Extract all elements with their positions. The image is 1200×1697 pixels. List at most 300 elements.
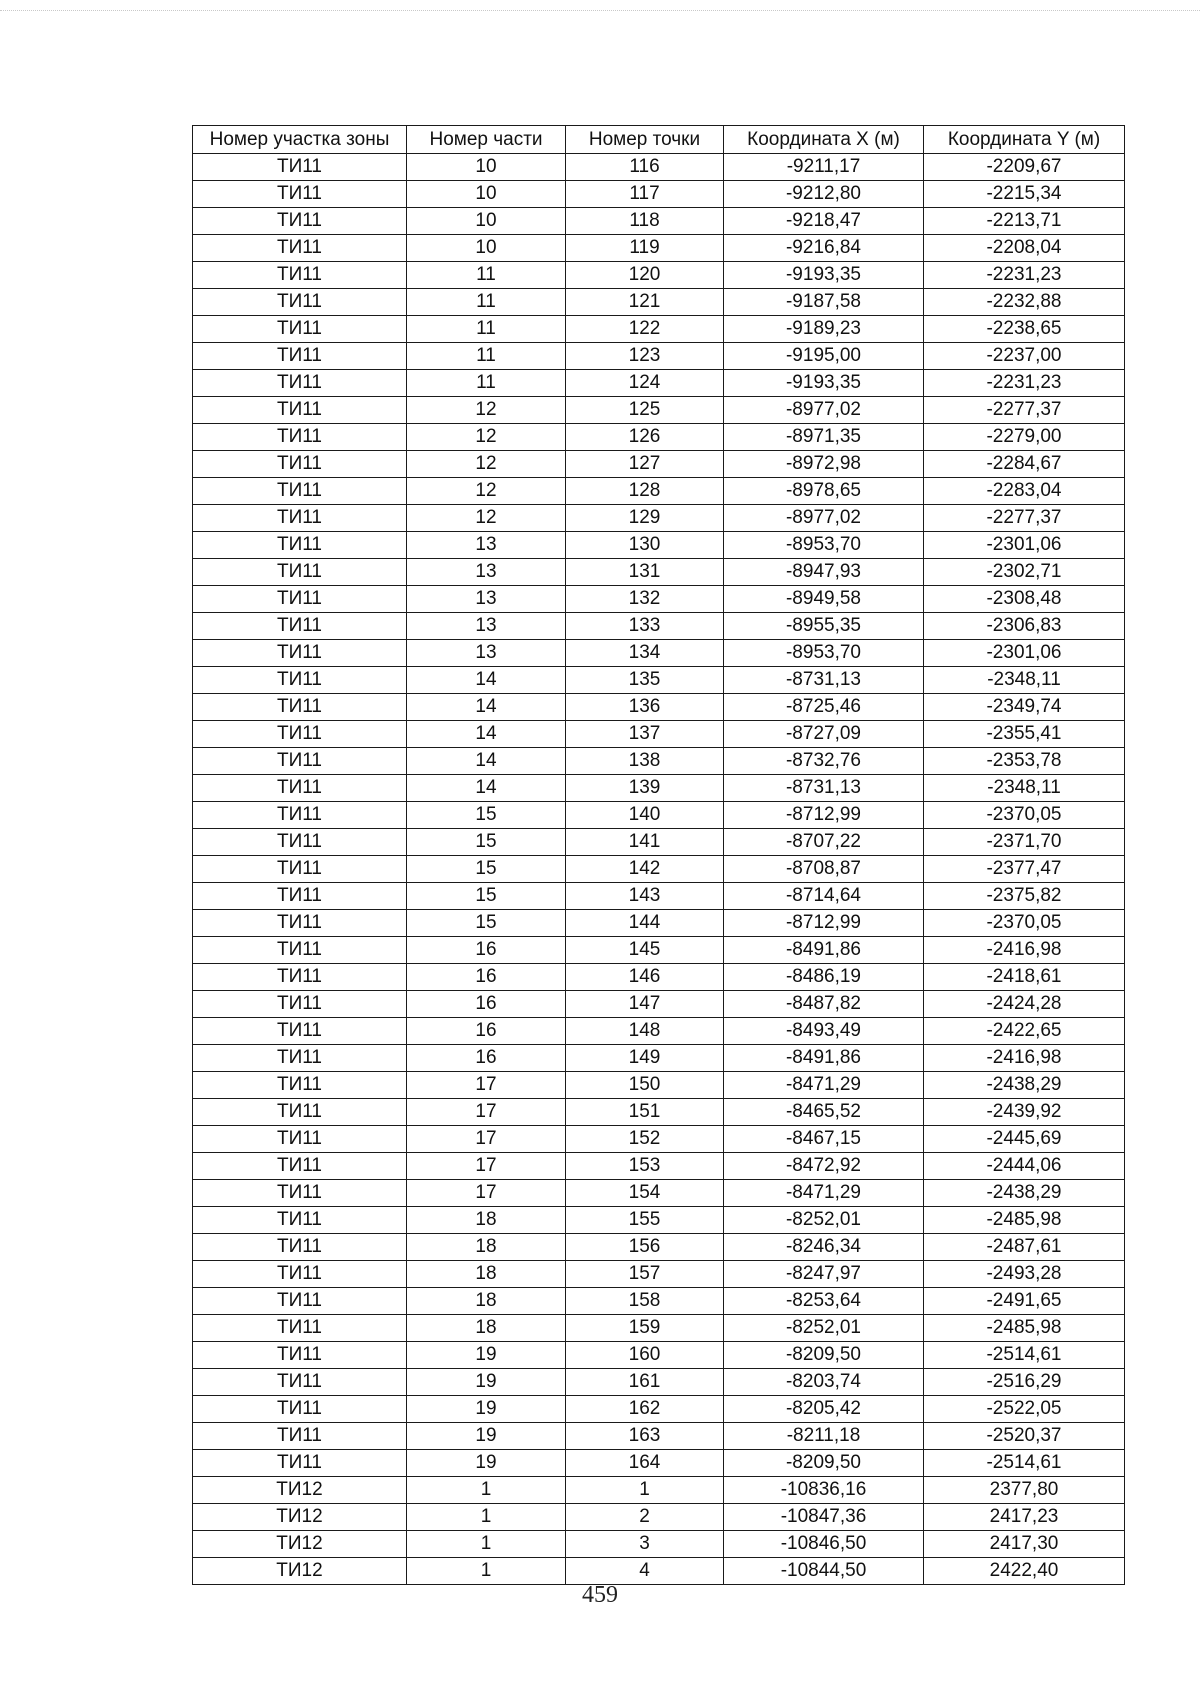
coordinate-x-cell: -9189,23 bbox=[724, 316, 924, 343]
point-number-cell: 151 bbox=[566, 1099, 724, 1126]
point-number-cell: 123 bbox=[566, 343, 724, 370]
coordinate-y-cell: -2516,29 bbox=[924, 1369, 1125, 1396]
coordinate-y-cell: -2213,71 bbox=[924, 208, 1125, 235]
part-number-cell: 1 bbox=[407, 1477, 566, 1504]
table-row bbox=[193, 1288, 1125, 1315]
part-number-cell: 15 bbox=[407, 856, 566, 883]
coordinate-x-cell: -8472,92 bbox=[724, 1153, 924, 1180]
point-number-cell: 130 bbox=[566, 532, 724, 559]
point-number-cell: 153 bbox=[566, 1153, 724, 1180]
zone-section-cell: ТИ11 bbox=[193, 208, 407, 235]
zone-section-cell: ТИ11 bbox=[193, 262, 407, 289]
point-number-cell: 163 bbox=[566, 1423, 724, 1450]
point-number-cell: 126 bbox=[566, 424, 724, 451]
part-number-cell: 1 bbox=[407, 1558, 566, 1585]
zone-section-cell: ТИ11 bbox=[193, 289, 407, 316]
coordinate-y-cell: -2371,70 bbox=[924, 829, 1125, 856]
part-number-cell: 16 bbox=[407, 1045, 566, 1072]
table-row bbox=[193, 262, 1125, 289]
coordinate-y-cell: 2377,80 bbox=[924, 1477, 1125, 1504]
table-header-row bbox=[193, 126, 1125, 154]
zone-section-cell: ТИ11 bbox=[193, 343, 407, 370]
coordinate-y-cell: -2520,37 bbox=[924, 1423, 1125, 1450]
table-row bbox=[193, 370, 1125, 397]
point-number-cell: 133 bbox=[566, 613, 724, 640]
zone-section-cell: ТИ11 bbox=[193, 856, 407, 883]
point-number-cell: 159 bbox=[566, 1315, 724, 1342]
coordinate-y-cell: -2485,98 bbox=[924, 1315, 1125, 1342]
part-number-cell: 18 bbox=[407, 1234, 566, 1261]
coordinate-x-cell: -8712,99 bbox=[724, 802, 924, 829]
point-number-cell: 145 bbox=[566, 937, 724, 964]
point-number-cell: 149 bbox=[566, 1045, 724, 1072]
coordinate-y-cell: -2445,69 bbox=[924, 1126, 1125, 1153]
coordinate-x-cell: -8725,46 bbox=[724, 694, 924, 721]
coordinate-y-cell: -2283,04 bbox=[924, 478, 1125, 505]
part-number-cell: 11 bbox=[407, 370, 566, 397]
part-number-cell: 16 bbox=[407, 1018, 566, 1045]
table-row bbox=[193, 856, 1125, 883]
coordinate-x-cell: -9195,00 bbox=[724, 343, 924, 370]
part-number-cell: 19 bbox=[407, 1396, 566, 1423]
part-number-cell: 19 bbox=[407, 1423, 566, 1450]
part-number-cell: 10 bbox=[407, 208, 566, 235]
zone-section-cell: ТИ12 bbox=[193, 1504, 407, 1531]
point-number-cell: 117 bbox=[566, 181, 724, 208]
table-row bbox=[193, 721, 1125, 748]
coordinate-y-cell: -2306,83 bbox=[924, 613, 1125, 640]
table-row bbox=[193, 883, 1125, 910]
coordinate-x-cell: -9193,35 bbox=[724, 370, 924, 397]
coordinate-y-cell: -2302,71 bbox=[924, 559, 1125, 586]
coordinate-x-cell: -8205,42 bbox=[724, 1396, 924, 1423]
coordinate-y-cell: 2417,30 bbox=[924, 1531, 1125, 1558]
zone-section-cell: ТИ11 bbox=[193, 505, 407, 532]
point-number-cell: 131 bbox=[566, 559, 724, 586]
point-number-cell: 142 bbox=[566, 856, 724, 883]
point-number-cell: 154 bbox=[566, 1180, 724, 1207]
coordinate-y-cell: -2439,92 bbox=[924, 1099, 1125, 1126]
coordinate-x-cell: -9216,84 bbox=[724, 235, 924, 262]
table-row bbox=[193, 802, 1125, 829]
table-row bbox=[193, 532, 1125, 559]
point-number-cell: 152 bbox=[566, 1126, 724, 1153]
coordinate-x-cell: -8471,29 bbox=[724, 1180, 924, 1207]
scan-top-edge bbox=[0, 10, 1200, 11]
coordinate-y-cell: -2514,61 bbox=[924, 1342, 1125, 1369]
coordinate-x-cell: -9193,35 bbox=[724, 262, 924, 289]
point-number-cell: 148 bbox=[566, 1018, 724, 1045]
part-number-cell: 13 bbox=[407, 532, 566, 559]
coordinate-x-cell: -8977,02 bbox=[724, 505, 924, 532]
coordinate-x-cell: -8731,13 bbox=[724, 667, 924, 694]
zone-section-cell: ТИ11 bbox=[193, 775, 407, 802]
table-row bbox=[193, 478, 1125, 505]
coordinate-y-cell: -2424,28 bbox=[924, 991, 1125, 1018]
zone-section-cell: ТИ11 bbox=[193, 937, 407, 964]
coordinate-x-cell: -8467,15 bbox=[724, 1126, 924, 1153]
zone-section-cell: ТИ11 bbox=[193, 532, 407, 559]
part-number-cell: 16 bbox=[407, 937, 566, 964]
coordinate-x-cell: -8211,18 bbox=[724, 1423, 924, 1450]
part-number-cell: 17 bbox=[407, 1153, 566, 1180]
point-number-cell: 146 bbox=[566, 964, 724, 991]
table-row bbox=[193, 289, 1125, 316]
table-row bbox=[193, 1153, 1125, 1180]
zone-section-cell: ТИ11 bbox=[193, 397, 407, 424]
coordinate-y-cell: -2284,67 bbox=[924, 451, 1125, 478]
table-row bbox=[193, 748, 1125, 775]
zone-section-cell: ТИ11 bbox=[193, 1072, 407, 1099]
coordinate-x-cell: -10836,16 bbox=[724, 1477, 924, 1504]
part-number-cell: 17 bbox=[407, 1099, 566, 1126]
zone-section-cell: ТИ11 bbox=[193, 1234, 407, 1261]
coordinates-table bbox=[192, 125, 1125, 1585]
part-number-cell: 14 bbox=[407, 667, 566, 694]
point-number-cell: 137 bbox=[566, 721, 724, 748]
table-row bbox=[193, 1504, 1125, 1531]
coordinate-y-cell: -2485,98 bbox=[924, 1207, 1125, 1234]
zone-section-cell: ТИ11 bbox=[193, 559, 407, 586]
coordinate-y-cell: -2277,37 bbox=[924, 505, 1125, 532]
point-number-cell: 155 bbox=[566, 1207, 724, 1234]
table-row bbox=[193, 505, 1125, 532]
point-number-cell: 127 bbox=[566, 451, 724, 478]
coordinate-y-cell: -2301,06 bbox=[924, 640, 1125, 667]
zone-section-cell: ТИ11 bbox=[193, 1450, 407, 1477]
table-row bbox=[193, 910, 1125, 937]
zone-section-cell: ТИ11 bbox=[193, 1396, 407, 1423]
part-number-cell: 17 bbox=[407, 1072, 566, 1099]
coordinate-y-cell: -2487,61 bbox=[924, 1234, 1125, 1261]
coordinate-y-cell: -2370,05 bbox=[924, 802, 1125, 829]
point-number-cell: 125 bbox=[566, 397, 724, 424]
point-number-cell: 3 bbox=[566, 1531, 724, 1558]
part-number-cell: 10 bbox=[407, 235, 566, 262]
column-header-point-number: Номер точки bbox=[566, 126, 724, 154]
part-number-cell: 17 bbox=[407, 1180, 566, 1207]
coordinate-x-cell: -8732,76 bbox=[724, 748, 924, 775]
column-header-zone-section: Номер участка зоны bbox=[193, 126, 407, 154]
point-number-cell: 132 bbox=[566, 586, 724, 613]
part-number-cell: 18 bbox=[407, 1288, 566, 1315]
part-number-cell: 10 bbox=[407, 154, 566, 181]
zone-section-cell: ТИ11 bbox=[193, 910, 407, 937]
zone-section-cell: ТИ11 bbox=[193, 1288, 407, 1315]
table-row bbox=[193, 613, 1125, 640]
table-row bbox=[193, 154, 1125, 181]
table-row bbox=[193, 1423, 1125, 1450]
zone-section-cell: ТИ11 bbox=[193, 181, 407, 208]
coordinate-x-cell: -8253,64 bbox=[724, 1288, 924, 1315]
table-row bbox=[193, 1261, 1125, 1288]
coordinate-y-cell: -2416,98 bbox=[924, 937, 1125, 964]
point-number-cell: 160 bbox=[566, 1342, 724, 1369]
point-number-cell: 118 bbox=[566, 208, 724, 235]
zone-section-cell: ТИ11 bbox=[193, 748, 407, 775]
part-number-cell: 15 bbox=[407, 883, 566, 910]
coordinate-x-cell: -8487,82 bbox=[724, 991, 924, 1018]
point-number-cell: 157 bbox=[566, 1261, 724, 1288]
coordinate-y-cell: -2349,74 bbox=[924, 694, 1125, 721]
coordinate-x-cell: -8486,19 bbox=[724, 964, 924, 991]
point-number-cell: 164 bbox=[566, 1450, 724, 1477]
coordinate-x-cell: -8977,02 bbox=[724, 397, 924, 424]
zone-section-cell: ТИ11 bbox=[193, 451, 407, 478]
point-number-cell: 129 bbox=[566, 505, 724, 532]
part-number-cell: 14 bbox=[407, 721, 566, 748]
part-number-cell: 12 bbox=[407, 397, 566, 424]
table-row bbox=[193, 1234, 1125, 1261]
table-row bbox=[193, 1045, 1125, 1072]
part-number-cell: 13 bbox=[407, 559, 566, 586]
table-row bbox=[193, 1558, 1125, 1585]
table-row bbox=[193, 1450, 1125, 1477]
zone-section-cell: ТИ11 bbox=[193, 235, 407, 262]
part-number-cell: 14 bbox=[407, 694, 566, 721]
coordinate-y-cell: -2355,41 bbox=[924, 721, 1125, 748]
part-number-cell: 14 bbox=[407, 748, 566, 775]
point-number-cell: 2 bbox=[566, 1504, 724, 1531]
coordinate-x-cell: -9212,80 bbox=[724, 181, 924, 208]
table-row bbox=[193, 235, 1125, 262]
coordinate-x-cell: -8203,74 bbox=[724, 1369, 924, 1396]
coordinate-x-cell: -10846,50 bbox=[724, 1531, 924, 1558]
part-number-cell: 1 bbox=[407, 1531, 566, 1558]
coordinate-y-cell: -2277,37 bbox=[924, 397, 1125, 424]
coordinate-x-cell: -8209,50 bbox=[724, 1342, 924, 1369]
table-row bbox=[193, 1315, 1125, 1342]
part-number-cell: 11 bbox=[407, 343, 566, 370]
coordinate-y-cell: -2232,88 bbox=[924, 289, 1125, 316]
table-row bbox=[193, 937, 1125, 964]
coordinate-y-cell: -2491,65 bbox=[924, 1288, 1125, 1315]
table-row bbox=[193, 775, 1125, 802]
coordinate-y-cell: -2301,06 bbox=[924, 532, 1125, 559]
zone-section-cell: ТИ11 bbox=[193, 613, 407, 640]
coordinate-x-cell: -8708,87 bbox=[724, 856, 924, 883]
part-number-cell: 18 bbox=[407, 1261, 566, 1288]
table-row bbox=[193, 397, 1125, 424]
point-number-cell: 120 bbox=[566, 262, 724, 289]
coordinate-y-cell: -2438,29 bbox=[924, 1180, 1125, 1207]
coordinate-x-cell: -8209,50 bbox=[724, 1450, 924, 1477]
coordinate-x-cell: -8712,99 bbox=[724, 910, 924, 937]
point-number-cell: 136 bbox=[566, 694, 724, 721]
page-number: 459 bbox=[582, 1582, 618, 1608]
point-number-cell: 162 bbox=[566, 1396, 724, 1423]
table-row bbox=[193, 1396, 1125, 1423]
coordinate-y-cell: -2215,34 bbox=[924, 181, 1125, 208]
coordinate-y-cell: -2308,48 bbox=[924, 586, 1125, 613]
zone-section-cell: ТИ11 bbox=[193, 640, 407, 667]
zone-section-cell: ТИ11 bbox=[193, 316, 407, 343]
part-number-cell: 10 bbox=[407, 181, 566, 208]
table-row bbox=[193, 181, 1125, 208]
table-row bbox=[193, 1018, 1125, 1045]
zone-section-cell: ТИ11 bbox=[193, 1126, 407, 1153]
zone-section-cell: ТИ11 bbox=[193, 1342, 407, 1369]
coordinate-y-cell: 2422,40 bbox=[924, 1558, 1125, 1585]
point-number-cell: 141 bbox=[566, 829, 724, 856]
coordinate-x-cell: -10844,50 bbox=[724, 1558, 924, 1585]
zone-section-cell: ТИ11 bbox=[193, 667, 407, 694]
part-number-cell: 19 bbox=[407, 1450, 566, 1477]
point-number-cell: 116 bbox=[566, 154, 724, 181]
coordinate-y-cell: -2438,29 bbox=[924, 1072, 1125, 1099]
table-row bbox=[193, 208, 1125, 235]
point-number-cell: 135 bbox=[566, 667, 724, 694]
coordinate-y-cell: -2377,47 bbox=[924, 856, 1125, 883]
coordinate-y-cell: -2514,61 bbox=[924, 1450, 1125, 1477]
coordinate-x-cell: -8491,86 bbox=[724, 937, 924, 964]
part-number-cell: 17 bbox=[407, 1126, 566, 1153]
part-number-cell: 19 bbox=[407, 1369, 566, 1396]
table-row bbox=[193, 1342, 1125, 1369]
coordinate-y-cell: -2348,11 bbox=[924, 775, 1125, 802]
part-number-cell: 13 bbox=[407, 640, 566, 667]
coordinate-x-cell: -9187,58 bbox=[724, 289, 924, 316]
coordinate-y-cell: -2522,05 bbox=[924, 1396, 1125, 1423]
zone-section-cell: ТИ11 bbox=[193, 1315, 407, 1342]
zone-section-cell: ТИ11 bbox=[193, 424, 407, 451]
point-number-cell: 150 bbox=[566, 1072, 724, 1099]
coordinate-x-cell: -8947,93 bbox=[724, 559, 924, 586]
part-number-cell: 12 bbox=[407, 424, 566, 451]
coordinate-x-cell: -8252,01 bbox=[724, 1207, 924, 1234]
part-number-cell: 11 bbox=[407, 289, 566, 316]
coordinate-y-cell: -2370,05 bbox=[924, 910, 1125, 937]
coordinate-x-cell: -8949,58 bbox=[724, 586, 924, 613]
zone-section-cell: ТИ11 bbox=[193, 1018, 407, 1045]
coordinate-x-cell: -9218,47 bbox=[724, 208, 924, 235]
coordinate-y-cell: -2231,23 bbox=[924, 262, 1125, 289]
coordinate-y-cell: 2417,23 bbox=[924, 1504, 1125, 1531]
table-row bbox=[193, 316, 1125, 343]
part-number-cell: 19 bbox=[407, 1342, 566, 1369]
point-number-cell: 122 bbox=[566, 316, 724, 343]
point-number-cell: 147 bbox=[566, 991, 724, 1018]
part-number-cell: 13 bbox=[407, 613, 566, 640]
zone-section-cell: ТИ11 bbox=[193, 802, 407, 829]
zone-section-cell: ТИ11 bbox=[193, 694, 407, 721]
table-row bbox=[193, 343, 1125, 370]
coordinate-x-cell: -8247,97 bbox=[724, 1261, 924, 1288]
column-header-coordinate-x: Координата X (м) bbox=[724, 126, 924, 154]
part-number-cell: 12 bbox=[407, 505, 566, 532]
table-row bbox=[193, 586, 1125, 613]
zone-section-cell: ТИ11 bbox=[193, 829, 407, 856]
part-number-cell: 15 bbox=[407, 910, 566, 937]
point-number-cell: 128 bbox=[566, 478, 724, 505]
coordinate-y-cell: -2422,65 bbox=[924, 1018, 1125, 1045]
point-number-cell: 121 bbox=[566, 289, 724, 316]
zone-section-cell: ТИ11 bbox=[193, 1261, 407, 1288]
column-header-part-number: Номер части bbox=[407, 126, 566, 154]
coordinate-y-cell: -2208,04 bbox=[924, 235, 1125, 262]
column-header-coordinate-y: Координата Y (м) bbox=[924, 126, 1125, 154]
part-number-cell: 16 bbox=[407, 964, 566, 991]
zone-section-cell: ТИ11 bbox=[193, 1423, 407, 1450]
coordinate-x-cell: -8953,70 bbox=[724, 640, 924, 667]
zone-section-cell: ТИ12 bbox=[193, 1558, 407, 1585]
coordinate-x-cell: -8972,98 bbox=[724, 451, 924, 478]
zone-section-cell: ТИ11 bbox=[193, 991, 407, 1018]
part-number-cell: 18 bbox=[407, 1315, 566, 1342]
part-number-cell: 14 bbox=[407, 775, 566, 802]
coordinate-x-cell: -8714,64 bbox=[724, 883, 924, 910]
coordinate-y-cell: -2416,98 bbox=[924, 1045, 1125, 1072]
zone-section-cell: ТИ11 bbox=[193, 1207, 407, 1234]
coordinate-y-cell: -2231,23 bbox=[924, 370, 1125, 397]
coordinate-y-cell: -2418,61 bbox=[924, 964, 1125, 991]
point-number-cell: 156 bbox=[566, 1234, 724, 1261]
coordinate-x-cell: -8246,34 bbox=[724, 1234, 924, 1261]
coordinate-y-cell: -2209,67 bbox=[924, 154, 1125, 181]
coordinate-y-cell: -2238,65 bbox=[924, 316, 1125, 343]
coordinate-y-cell: -2444,06 bbox=[924, 1153, 1125, 1180]
part-number-cell: 16 bbox=[407, 991, 566, 1018]
coordinate-x-cell: -8978,65 bbox=[724, 478, 924, 505]
zone-section-cell: ТИ11 bbox=[193, 1045, 407, 1072]
coordinate-x-cell: -8493,49 bbox=[724, 1018, 924, 1045]
coordinate-y-cell: -2279,00 bbox=[924, 424, 1125, 451]
point-number-cell: 161 bbox=[566, 1369, 724, 1396]
part-number-cell: 15 bbox=[407, 829, 566, 856]
point-number-cell: 124 bbox=[566, 370, 724, 397]
table-row bbox=[193, 640, 1125, 667]
table-row bbox=[193, 1180, 1125, 1207]
point-number-cell: 1 bbox=[566, 1477, 724, 1504]
part-number-cell: 11 bbox=[407, 316, 566, 343]
coordinate-x-cell: -8491,86 bbox=[724, 1045, 924, 1072]
table-row bbox=[193, 829, 1125, 856]
zone-section-cell: ТИ12 bbox=[193, 1531, 407, 1558]
point-number-cell: 158 bbox=[566, 1288, 724, 1315]
part-number-cell: 18 bbox=[407, 1207, 566, 1234]
point-number-cell: 138 bbox=[566, 748, 724, 775]
coordinate-y-cell: -2348,11 bbox=[924, 667, 1125, 694]
coordinate-y-cell: -2353,78 bbox=[924, 748, 1125, 775]
table-row bbox=[193, 1126, 1125, 1153]
zone-section-cell: ТИ11 bbox=[193, 964, 407, 991]
zone-section-cell: ТИ11 bbox=[193, 1099, 407, 1126]
point-number-cell: 143 bbox=[566, 883, 724, 910]
table-row bbox=[193, 559, 1125, 586]
table-row bbox=[193, 424, 1125, 451]
table-row bbox=[193, 451, 1125, 478]
coordinate-y-cell: -2375,82 bbox=[924, 883, 1125, 910]
table-row bbox=[193, 1369, 1125, 1396]
point-number-cell: 134 bbox=[566, 640, 724, 667]
coordinate-x-cell: -9211,17 bbox=[724, 154, 924, 181]
zone-section-cell: ТИ11 bbox=[193, 154, 407, 181]
zone-section-cell: ТИ11 bbox=[193, 1369, 407, 1396]
point-number-cell: 140 bbox=[566, 802, 724, 829]
point-number-cell: 139 bbox=[566, 775, 724, 802]
point-number-cell: 119 bbox=[566, 235, 724, 262]
coordinate-y-cell: -2237,00 bbox=[924, 343, 1125, 370]
zone-section-cell: ТИ11 bbox=[193, 1153, 407, 1180]
coordinate-x-cell: -8955,35 bbox=[724, 613, 924, 640]
zone-section-cell: ТИ11 bbox=[193, 586, 407, 613]
zone-section-cell: ТИ11 bbox=[193, 370, 407, 397]
table-row bbox=[193, 1207, 1125, 1234]
table-row bbox=[193, 1099, 1125, 1126]
part-number-cell: 12 bbox=[407, 451, 566, 478]
point-number-cell: 144 bbox=[566, 910, 724, 937]
zone-section-cell: ТИ11 bbox=[193, 721, 407, 748]
